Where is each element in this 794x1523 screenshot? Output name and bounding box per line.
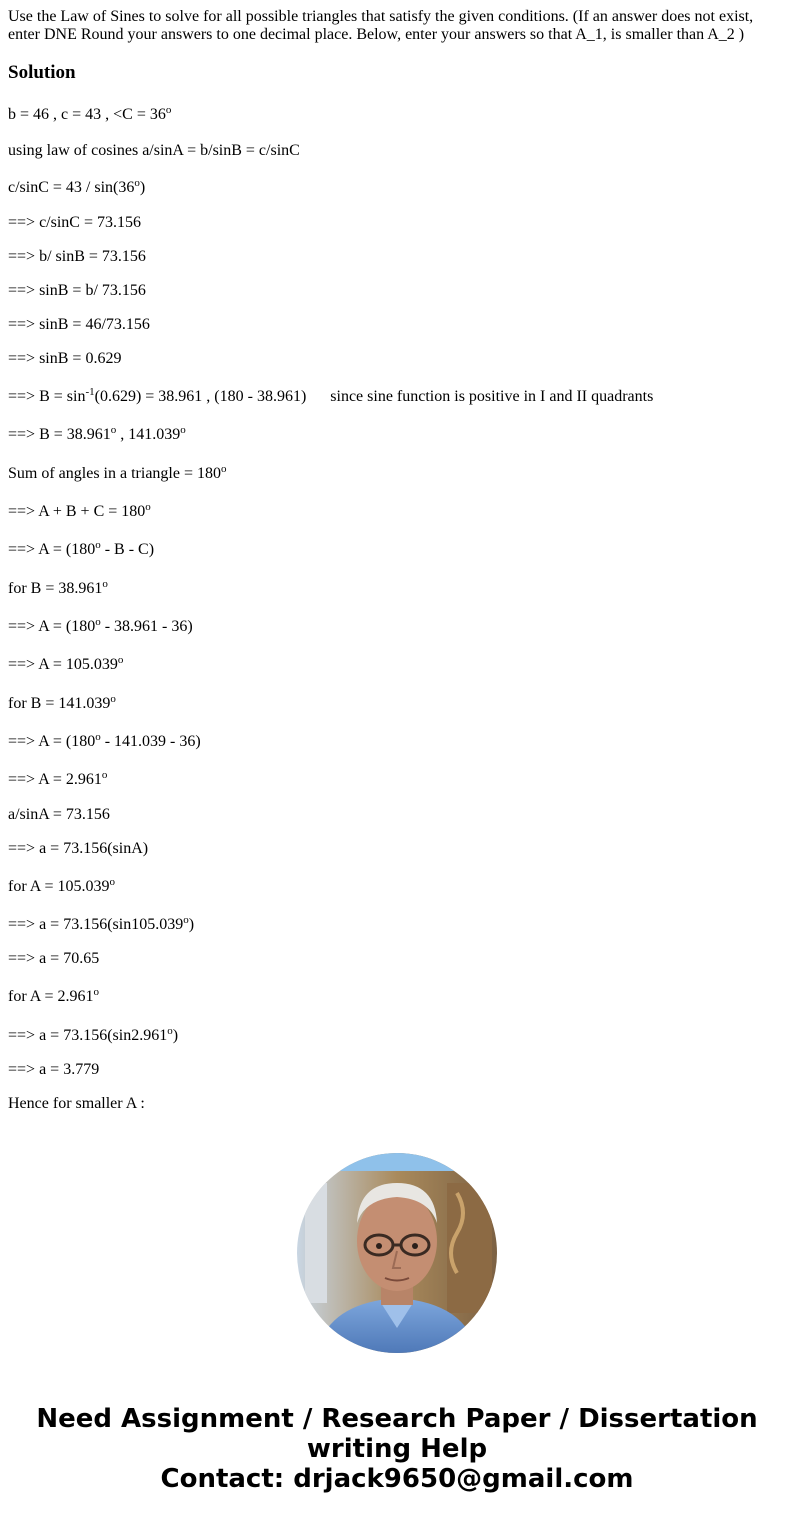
degree-symbol: o [167, 1025, 173, 1037]
footer-line-1: Need Assignment / Research Paper / Dissertation [36, 1404, 758, 1434]
solution-heading: Solution [8, 62, 76, 83]
degree-symbol: o [117, 654, 124, 666]
tutor-photo-icon [297, 1153, 497, 1353]
degree-symbol: o [145, 501, 151, 513]
degree-symbol: o [101, 769, 108, 781]
degree-symbol: o [220, 463, 227, 475]
step-a-sinA: a/sinA = 73.156 [8, 806, 110, 823]
step-text: c/sinC = 43 / sin(36 [8, 179, 135, 196]
inverse-superscript: -1 [85, 386, 95, 398]
step-b-sinB: ==> b/ sinB = 73.156 [8, 248, 146, 265]
degree-symbol: o [93, 986, 99, 998]
step-text: (0.629) = 38.961 , (180 - 38.961) [94, 388, 307, 405]
step-text: Sum of angles in a triangle = 180 [8, 465, 221, 482]
degree-symbol: o [109, 876, 115, 888]
step-text: ) [172, 1027, 179, 1044]
step-hence: Hence for smaller A : [8, 1095, 145, 1112]
step-for-A1 [8, 878, 115, 896]
step-A1-value [8, 656, 123, 674]
step-a-expr: ==> a = 73.156(sinA) [8, 840, 149, 857]
step-A1 [8, 618, 193, 636]
step-text: - 141.039 - 36) [100, 733, 201, 750]
step-for-B1 [8, 580, 108, 598]
step-A-formula [8, 541, 154, 559]
degree-symbol: o [102, 578, 108, 590]
step-text: ==> a = 73.156(sin2.961 [8, 1027, 168, 1044]
degree-symbol: o [110, 693, 116, 705]
degree-symbol: o [165, 104, 172, 116]
step-B-values [8, 426, 186, 444]
step-text: ==> A + B + C = 180 [8, 503, 146, 520]
step-text: b = 46 , c = 43 , <C = 36 [8, 106, 166, 123]
degree-symbol: o [95, 539, 101, 551]
step-a2 [8, 1027, 178, 1045]
step-text: for B = 141.039 [8, 695, 111, 712]
step-a1 [8, 916, 194, 934]
step-c-sinC-value: ==> c/sinC = 73.156 [8, 214, 141, 231]
step-a2-value: ==> a = 3.779 [8, 1061, 100, 1078]
step-sinB-3: ==> sinB = 0.629 [8, 350, 122, 367]
step-for-B2 [8, 695, 116, 713]
step-c-sinC [8, 179, 145, 197]
degree-symbol: o [95, 731, 101, 743]
step-sinB-2: ==> sinB = 46/73.156 [8, 316, 150, 333]
step-text: ==> A = 105.039 [8, 656, 118, 673]
footer-advert [0, 1404, 794, 1494]
step-text: , 141.039 [116, 426, 181, 443]
step-text: for B = 38.961 [8, 580, 103, 597]
question-text: Use the Law of Sines to solve for all possible triangles that satisfy the given conditions. (If an answer does not exist, enter DNE Round your answers to one decimal place. Below, enter your answers so that A_1, is smaller than A_2 ) [8, 8, 754, 43]
step-A2-value [8, 771, 107, 789]
step-text: - 38.961 - 36) [100, 618, 193, 635]
tutor-avatar [297, 1153, 497, 1353]
step-text: ) [139, 179, 146, 196]
degree-symbol: o [180, 424, 186, 436]
step-text: - B - C) [100, 541, 155, 558]
step-text: ==> A = (180 [8, 733, 96, 750]
step-B-inverse [8, 388, 653, 406]
step-A2 [8, 733, 201, 751]
step-abc [8, 503, 151, 521]
footer-line-2: writing Help [306, 1434, 488, 1464]
step-text: for A = 2.961 [8, 988, 94, 1005]
step-text: ) [188, 916, 195, 933]
given-values [8, 106, 171, 124]
step-text: ==> B = 38.961 [8, 426, 111, 443]
step-text: for A = 105.039 [8, 878, 110, 895]
step-text: ==> A = (180 [8, 541, 96, 558]
step-sum-angles [8, 465, 226, 483]
degree-symbol: o [110, 424, 117, 436]
step-text: ==> A = (180 [8, 618, 96, 635]
step-text: ==> A = 2.961 [8, 771, 102, 788]
solution-document [8, 8, 786, 84]
degree-symbol: o [95, 616, 101, 628]
degree-symbol: o [183, 914, 189, 926]
quadrant-note: since sine function is positive in I and II quadrants [330, 388, 654, 405]
law-statement: using law of cosines a/sinA = b/sinB = c/sinC [8, 142, 300, 159]
step-text: ==> a = 73.156(sin105.039 [8, 916, 184, 933]
step-for-A2 [8, 988, 99, 1006]
footer-contact: Contact: drjack9650@gmail.com [160, 1464, 634, 1494]
step-a1-value: ==> a = 70.65 [8, 950, 100, 967]
degree-symbol: o [134, 177, 140, 189]
step-sinB-1: ==> sinB = b/ 73.156 [8, 282, 146, 299]
step-text: ==> B = sin [8, 388, 86, 405]
